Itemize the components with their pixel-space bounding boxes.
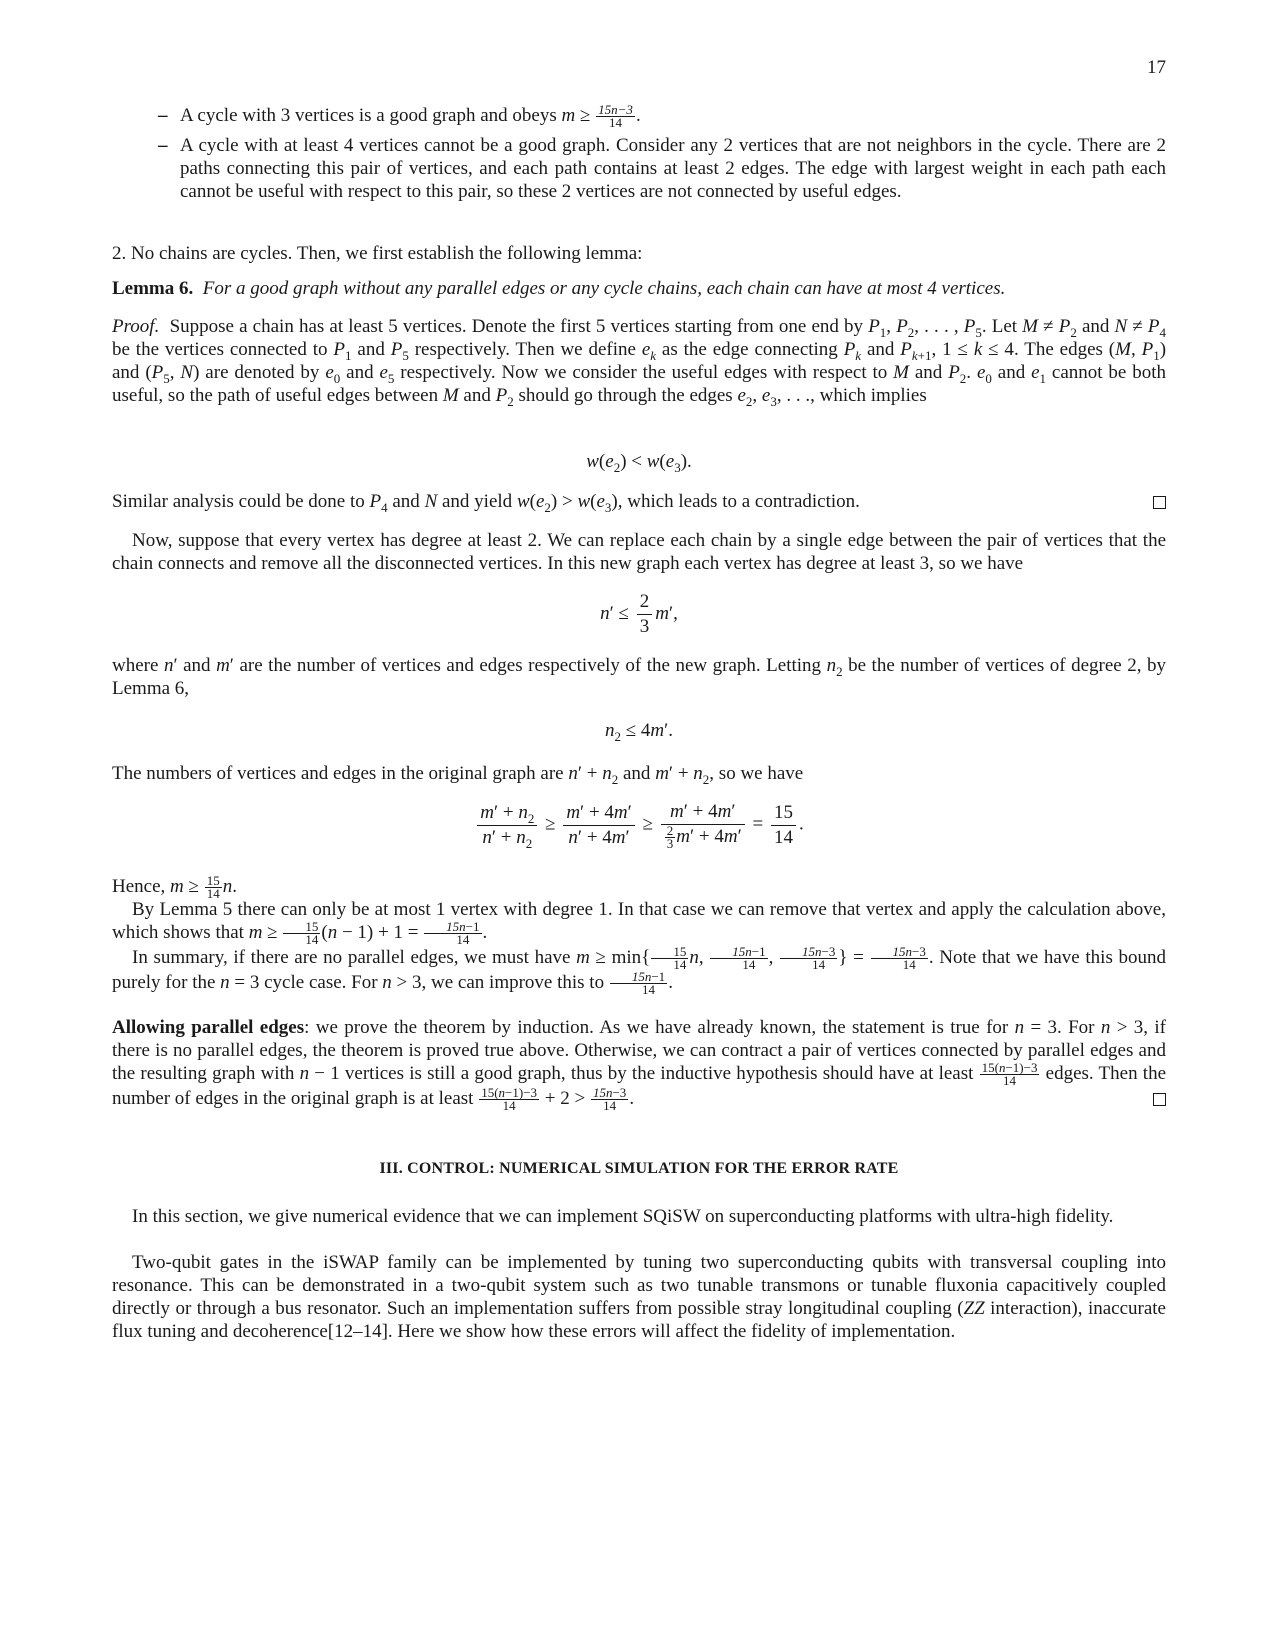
qed-square-icon <box>1153 496 1166 509</box>
lemma-6: Lemma 6. For a good graph without any parallel edges or any cycle chains, each chain can have at most 4 vertices. <box>112 278 1006 299</box>
now-paragraph: Now, suppose that every vertex has degree at least 2. We can replace each chain by a single edge between the pair of vertices that the chain connects and remove all the disconnected vertices. In this new graph each vertex has degree at least 3, so we have <box>112 530 1166 574</box>
dash-bullet: – <box>158 105 168 126</box>
equation-n-prime: n′ ≤ $\frac{2}{3}$ m′, <box>600 591 678 637</box>
section-heading: III. CONTROL: NUMERICAL SIMULATION FOR THE ERROR RATE <box>379 1160 899 1177</box>
proof-paragraph: Proof. Suppose a chain has at least 5 vertices. Denote the first 5 vertices starting from one end by $P_1$, $P_2$, . . . , $P_5$. Let $M \ne P_2$ and $N \ne P_4$ be the vertices connected to $P_1$ and $P_5$ respectively. Then we define $e_k$ as the edge connecting $P_k$ and $P_{k+1}$, 1 ≤ k ≤ 4. The edges (M, $P_1$) and ($P_5$, N) are denoted by $e_0$ and $e_5$ respectively. Now we consider the useful edges with respect to M and $P_2$. $e_0$ and $e_1$ cannot be both useful, so the path of useful edges between M and $P_2$ should go through the edges $e_2$, $e_3$, . . ., which implies <box>112 316 1167 409</box>
section-paragraph-1: In this section, we give numerical evidence that we can implement SQiSW on superconducting platforms with ultra-high fidelity. <box>132 1206 1114 1227</box>
page-number: 17 <box>1147 57 1166 78</box>
parallel-edges-paragraph: Allowing parallel edges: we prove the theorem by induction. As we have already known, the statement is true for n = 3. For n > 3, if there is no parallel edges, the theorem is proved true above. Otherwise, we can contract a pair of vertices connected by parallel edges and the resulting graph with n − 1 vertices is still a good graph, thus by the inductive hypothesis should have at least $\frac{15(n-1)-3}{14}$ edges. Then the number of edges in the original graph is at least $\frac{15(n-1)-3}{14}$ + 2 > $\frac{15n-3}{14}$ . <box>112 1017 1167 1114</box>
similar-analysis-text: Similar analysis could be done to $P_4$ and N and yield $w(e_2) > w(e_3)$, which leads to a contradiction. <box>112 491 860 515</box>
equation-w-inequality: $w(e_2) < w(e_3)$. <box>586 451 692 475</box>
where-paragraph: where n′ and m′ are the number of vertices and edges respectively of the new graph. Letting $n_2$ be the number of vertices of degree 2, by Lemma 6, <box>112 655 1167 699</box>
numbers-paragraph: The numbers of vertices and edges in the original graph are $n' + n_2$ and $m' + n_2$, so we have <box>112 763 804 787</box>
equation-ratio-chain: $\frac{m' + n_2}{n' + n_2}$ ≥ $\frac{m' + 4m'}{n' + 4m'}$ ≥ m′ + 4m′ $\frac{2}{3}$ m′ + 4m′ = $\frac{15}{14}$ . <box>112 800 1166 850</box>
equation-n2: $n_2 \le 4m'$. <box>604 720 674 744</box>
list-item: – A cycle with at least 4 vertices cannot be a good graph. Consider any 2 vertices that are not neighbors in the cycle. There are 2 paths connecting this pair of vertices, and each path contains at least 2 edges. The edge with largest weight in each path each cannot be useful with respect to this pair, so these 2 vertices are not connected by useful edges. <box>158 135 1166 202</box>
fraction: $\frac{15n-3}{14}$ <box>598 102 633 131</box>
lemma5-paragraph: By Lemma 5 there can only be at most 1 vertex with degree 1. In that case we can remove that vertex and apply the calculation above, which shows that m ≥ $\frac{15}{14}$ (n − 1) + 1 = $\frac{15n-1}{14}$ . <box>112 899 1166 948</box>
hence-line: Hence, m ≥ $\frac{15}{14}$ n. <box>112 873 237 902</box>
section-paragraph-2: Two-qubit gates in the iSWAP family can be implemented by tuning two superconducting qubits with transversal coupling into resonance. This can be demonstrated in a two-qubit system such as two tunable transmons or tunable fluxonia capacitively coupled directly or through a bus resonator. Such an implementation suffers from possible stray longitudinal coupling (ZZ interaction), inaccurate flux tuning and decoherence[12–14]. Here we show how these errors will affect the fidelity of implementation. <box>112 1252 1166 1342</box>
list-item: – A cycle with 3 vertices is a good graph and obeys m ≥ $\frac{15n-3}{14}$ . <box>158 102 641 131</box>
dash-bullet: – <box>158 135 168 156</box>
summary-paragraph: In summary, if there are no parallel edges, we must have m ≥ min{ $\frac{15}{14}$ n, $\frac{15n-1}{14}$ , $\frac{15n-3}{14}$ } = $\frac{15n-3}{14}$ . Note that we have this bound purely for the n = 3 cycle case. For n > 3, we can improve this to $\frac{15n-1}{14}$ . <box>112 944 1167 998</box>
qed-square-icon <box>1153 1093 1166 1106</box>
case-2-text: 2. No chains are cycles. Then, we first establish the following lemma: <box>112 243 643 264</box>
